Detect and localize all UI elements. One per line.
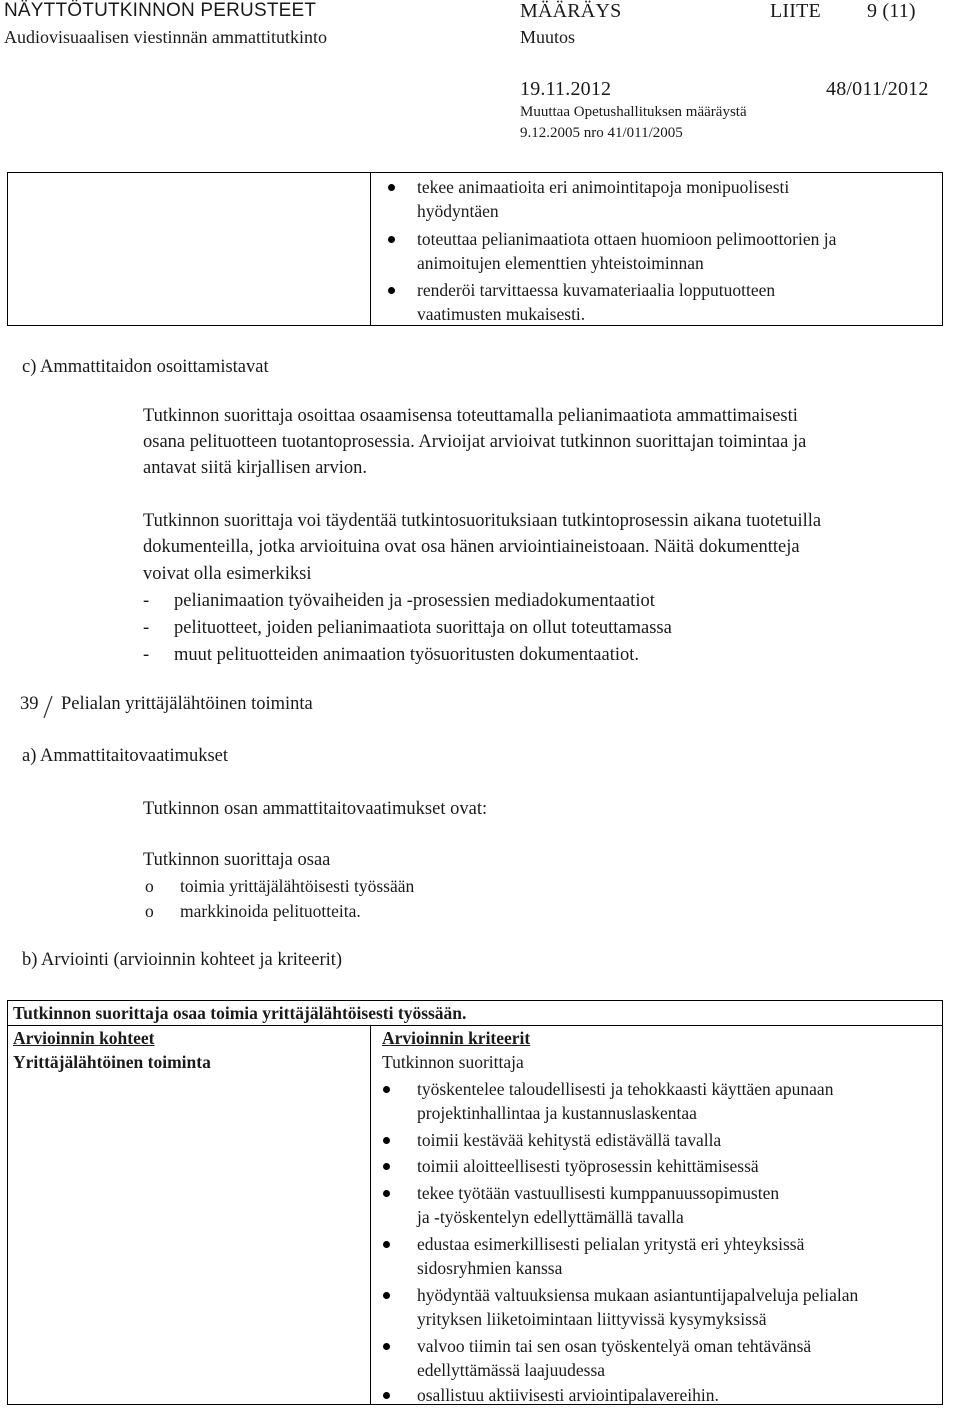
list-item-cont: animoitujen elementtien yhteistoiminnan [417,253,704,273]
amends-line-1: Muuttaa Opetushallituksen määräystä [520,104,747,120]
table-column-divider [370,173,371,325]
paragraph-line: Tutkinnon suorittaja voi täydentää tutkintosuorituksiaan tutkintoprosessin aikana tuotetuilla [143,511,822,531]
bullet-icon [383,1392,390,1399]
list-item-cont: sidosryhmien kanssa [417,1258,563,1278]
dash-icon: - [143,645,150,665]
section-title: Pelialan yrittäjälähtöinen toiminta [61,694,313,714]
page-number: 9 (11) [867,0,916,22]
list-item: toimii kestävää kehitystä edistävällä tavalla [417,1130,722,1150]
list-item: osallistuu aktiivisesti arviointipalavereihin. [417,1385,719,1405]
list-item-cont: ja -työskentelyn edellyttämällä tavalla [417,1207,684,1227]
bullet-icon [383,1343,390,1350]
section-separator-icon [42,694,54,720]
list-item: pelianimaation työvaiheiden ja -prosessien mediadokumentaatiot [174,591,655,611]
row-label: Yrittäjälähtöinen toiminta [13,1052,211,1072]
requirements-intro: Tutkinnon osan ammattitaitovaatimukset ovat: [143,799,488,819]
list-item: valvoo tiimin tai sen osan työskentelyä oman tehtävänsä [417,1336,812,1356]
bullet-icon [383,1190,390,1197]
list-item: toteuttaa pelianimaatiota ottaen huomioon pelimoottorien ja [417,229,837,249]
list-item-cont: projektinhallintaa ja kustannuslaskentaa [417,1103,697,1123]
amends-line-2: 9.12.2005 nro 41/011/2005 [520,125,683,141]
bullet-icon [383,1241,390,1248]
bullet-icon [383,1137,390,1144]
list-item: muut pelituotteiden animaation työsuoritusten dokumentaatiot. [174,645,639,665]
list-item-cont: hyödyntäen [417,201,499,221]
list-item: markkinoida pelituotteita. [180,901,361,921]
change-label: Muutos [520,27,576,47]
list-item: pelituotteet, joiden pelianimaatiota suorittaja on ollut toteuttamassa [174,618,672,638]
document-date: 19.11.2012 [520,78,612,100]
regulation-label: MÄÄRÄYS [520,0,622,22]
list-item-cont: vaatimusten mukaisesti. [417,304,586,324]
bullet-icon [388,184,395,191]
bullet-icon [383,1086,390,1093]
document-subtitle: Audiovisuaalisen viestinnän ammattitutkinto [4,27,327,47]
column-header-criteria: Arvioinnin kriteerit [382,1028,531,1048]
bullet-icon [383,1163,390,1170]
list-item-cont: edellyttämässä laajuudessa [417,1360,606,1380]
circle-bullet-icon: o [145,876,154,896]
paragraph-line: antavat siitä kirjallisen arvion. [143,458,367,478]
table-column-divider [370,1025,371,1404]
requirements-lead: Tutkinnon suorittaja osaa [143,850,331,870]
table-title: Tutkinnon suorittaja osaa toimia yrittäjälähtöisesti työssään. [13,1003,467,1023]
document-number: 48/011/2012 [826,78,929,100]
document-title: NÄYTTÖTUTKINNON PERUSTEET [4,0,317,21]
bullet-icon [383,1292,390,1299]
section-c-heading: c) Ammattitaidon osoittamistavat [22,357,269,377]
criteria-lead: Tutkinnon suorittaja [382,1052,524,1072]
column-header-targets: Arvioinnin kohteet [13,1028,155,1048]
list-item: tekee animaatioita eri animointitapoja monipuolisesti [417,177,790,197]
dash-icon: - [143,618,150,638]
paragraph-line: dokumenteilla, jotka arvioituina ovat osa hänen arviointiaineistoaan. Näitä dokumentteja [143,537,800,557]
paragraph-line: voivat olla esimerkiksi [143,564,312,584]
list-item: toimia yrittäjälähtöisesti työssään [180,876,415,896]
paragraph-line: Tutkinnon suorittaja osoittaa osaamisensa toteuttamalla pelianimaatiota ammattimaisesti [143,406,798,426]
list-item: toimii aloitteellisesti työprosessin kehittämisessä [417,1156,759,1176]
list-item: tekee työtään vastuullisesti kumppanuussopimusten [417,1183,780,1203]
list-item: edustaa esimerkillisesti pelialan yritystä eri yhteyksissä [417,1234,805,1254]
list-item: renderöi tarvittaessa kuvamateriaalia lopputuotteen [417,280,776,300]
dash-icon: - [143,591,150,611]
paragraph-line: osana pelituotteen tuotantoprosessia. Arvioijat arvioivat tutkinnon suorittajan toimintaa ja [143,432,807,452]
list-item: hyödyntää valtuuksiensa mukaan asiantuntijapalveluja pelialan [417,1285,859,1305]
bullet-icon [388,236,395,243]
bullet-icon [388,287,395,294]
appendix-label: LIITE [770,0,821,22]
list-item: työskentelee taloudellisesti ja tehokkaasti käyttäen apunaan [417,1079,834,1099]
table-header-divider [8,1025,942,1026]
section-number: 39 [20,694,39,714]
section-b-heading: b) Arviointi (arvioinnin kohteet ja kriteerit) [22,950,343,970]
section-a-heading: a) Ammattitaitovaatimukset [22,746,229,766]
circle-bullet-icon: o [145,901,154,921]
list-item-cont: yrityksen liiketoimintaan liittyvissä kysymyksissä [417,1309,767,1329]
